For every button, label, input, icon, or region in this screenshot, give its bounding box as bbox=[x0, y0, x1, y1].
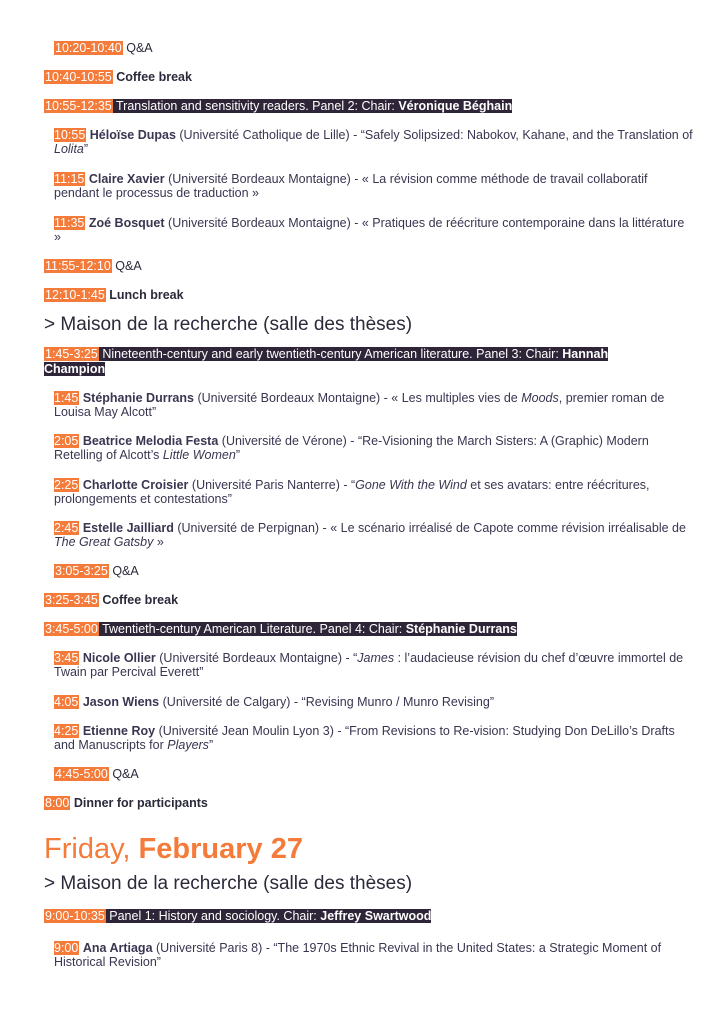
speaker-name: Nicole Ollier bbox=[82, 651, 156, 665]
panel-title: Nineteenth-century and early twentieth-century American literature. Panel 3: Chair: bbox=[102, 347, 559, 361]
day-heading bbox=[44, 833, 303, 865]
session-lunch bbox=[44, 288, 184, 303]
panel-chair: Jeffrey Swartwood bbox=[320, 909, 432, 923]
session-text: Q&A bbox=[115, 259, 142, 273]
time-label: 2:25 bbox=[54, 478, 79, 492]
talk-description: (Université Bordeaux Montaigne) - « Les multiples vies de bbox=[197, 391, 522, 405]
time-label: 3:25-3:45 bbox=[45, 593, 98, 607]
session-qa-1 bbox=[54, 41, 153, 56]
venue-heading: > Maison de la recherche (salle des thèses) bbox=[44, 873, 413, 894]
talk-description: (Université de Vérone) - “Re-Visioning the March Sisters: A (Graphic) Modern Retelling of Alcott’s bbox=[54, 434, 649, 462]
panel-3-header bbox=[44, 347, 644, 377]
panel-title: Panel 1: History and sociology. Chair: bbox=[109, 909, 317, 923]
time-label: 4:45-5:00 bbox=[55, 767, 108, 781]
talk-dupas bbox=[54, 128, 694, 156]
talk-end: » bbox=[153, 535, 164, 549]
work-title: Moods bbox=[521, 391, 559, 405]
talk-description: (Université Paris Nanterre) - “ bbox=[191, 478, 356, 492]
session-text: Q&A bbox=[112, 767, 139, 781]
speaker-name: Jason Wiens bbox=[82, 695, 160, 709]
time-label: 10:55-12:35 bbox=[45, 99, 112, 113]
time-label: 3:45 bbox=[54, 651, 79, 665]
talk-artiaga bbox=[54, 941, 694, 969]
venue-heading: > Maison de la recherche (salle des thèses) bbox=[44, 314, 413, 335]
session-text: Q&A bbox=[112, 564, 139, 578]
talk-festa bbox=[54, 434, 694, 462]
session-text: Dinner for participants bbox=[73, 796, 208, 810]
work-title: Little Women bbox=[162, 448, 236, 462]
talk-end: et ses avatars: entre réécritures, prolongements et contestations” bbox=[54, 478, 650, 506]
session-coffee-1 bbox=[44, 70, 192, 85]
time-label: 3:45-5:00 bbox=[45, 622, 98, 636]
session-dinner bbox=[44, 796, 208, 811]
speaker-name: Estelle Jailliard bbox=[82, 521, 174, 535]
speaker-name: Etienne Roy bbox=[82, 724, 156, 738]
panel-chair: Hannah Champion bbox=[44, 347, 609, 376]
panel-chair: Stéphanie Durrans bbox=[405, 622, 517, 636]
time-label: 10:40-10:55 bbox=[45, 70, 112, 84]
time-label: 11:35 bbox=[54, 216, 85, 230]
session-text: Q&A bbox=[126, 41, 153, 55]
work-title: James bbox=[357, 651, 395, 665]
time-label: 8:00 bbox=[45, 796, 70, 810]
session-coffee-2 bbox=[44, 593, 178, 608]
time-label: 4:25 bbox=[54, 724, 79, 738]
talk-description: (Université Bordeaux Montaigne) - « Pratiques de réécriture contemporaine dans la littérature » bbox=[54, 216, 685, 244]
talk-end: , premier roman de Louisa May Alcott” bbox=[54, 391, 665, 419]
work-title: Gone With the Wind bbox=[355, 478, 467, 492]
speaker-name: Charlotte Croisier bbox=[82, 478, 189, 492]
session-qa-3 bbox=[54, 564, 139, 579]
talk-description: (Université Jean Moulin Lyon 3) - “From Revisions to Re-vision: Studying Don DeLillo’s Drafts and Manuscripts for bbox=[54, 724, 675, 752]
day-weekday: Friday, bbox=[44, 833, 131, 865]
time-label: 3:05-3:25 bbox=[55, 564, 108, 578]
talk-end: ” bbox=[83, 142, 89, 156]
work-title: Lolita bbox=[54, 142, 84, 156]
talk-description: (Université Bordeaux Montaigne) - « La révision comme méthode de travail collaboratif pendant le processus de traduction » bbox=[54, 172, 648, 200]
speaker-name: Beatrice Melodia Festa bbox=[82, 434, 219, 448]
work-title: The Great Gatsby bbox=[54, 535, 154, 549]
talk-wiens bbox=[54, 695, 694, 709]
talk-description: (Université Bordeaux Montaigne) - “ bbox=[159, 651, 358, 665]
time-label: 10:20-10:40 bbox=[55, 41, 122, 55]
talk-xavier bbox=[54, 172, 694, 200]
time-label: 12:10-1:45 bbox=[45, 288, 105, 302]
talk-description: (Université de Calgary) - “Revising Munro / Munro Revising” bbox=[162, 695, 494, 709]
panel-title: Twentieth-century American Literature. Panel 4: Chair: bbox=[102, 622, 403, 636]
talk-ollier bbox=[54, 651, 694, 679]
time-label: 11:15 bbox=[54, 172, 85, 186]
talk-description: (Université de Perpignan) - « Le scénario irréalisé de Capote comme révision irréalisable de bbox=[177, 521, 686, 535]
talk-end: ” bbox=[208, 738, 214, 752]
speaker-name: Claire Xavier bbox=[88, 172, 165, 186]
session-text: Lunch break bbox=[109, 288, 184, 302]
time-label: 1:45 bbox=[54, 391, 79, 405]
time-label: 4:05 bbox=[54, 695, 79, 709]
time-label: 9:00-10:35 bbox=[45, 909, 105, 923]
time-label: 2:45 bbox=[54, 521, 79, 535]
talk-description: (Université Catholique de Lille) - “Safely Solipsized: Nabokov, Kahane, and the Translation of bbox=[179, 128, 693, 142]
speaker-name: Héloïse Dupas bbox=[89, 128, 176, 142]
talk-description: (Université Paris 8) - “The 1970s Ethnic Revival in the United States: a Strategic Moment of Historical Revision” bbox=[54, 941, 662, 969]
day-date: February 27 bbox=[138, 833, 303, 865]
talk-croisier bbox=[54, 478, 694, 506]
time-label: 11:55-12:10 bbox=[45, 259, 111, 273]
panel-2-header bbox=[44, 99, 512, 114]
speaker-name: Zoé Bosquet bbox=[88, 216, 165, 230]
time-label: 2:05 bbox=[54, 434, 79, 448]
talk-jailliard bbox=[54, 521, 694, 549]
session-text: Coffee break bbox=[102, 593, 179, 607]
speaker-name: Ana Artiaga bbox=[82, 941, 153, 955]
session-qa-4 bbox=[54, 767, 139, 782]
session-qa-2 bbox=[44, 259, 142, 274]
time-label: 9:00 bbox=[54, 941, 79, 955]
session-text: Coffee break bbox=[116, 70, 192, 84]
panel-title: Translation and sensitivity readers. Panel 2: Chair: bbox=[115, 99, 395, 113]
panel-1-header bbox=[44, 909, 431, 924]
talk-bosquet bbox=[54, 216, 694, 244]
time-label: 1:45-3:25 bbox=[45, 347, 98, 361]
speaker-name: Stéphanie Durrans bbox=[82, 391, 194, 405]
time-label: 10:55 bbox=[54, 128, 86, 142]
panel-4-header bbox=[44, 622, 517, 637]
talk-durrans bbox=[54, 391, 694, 419]
panel-chair: Véronique Béghain bbox=[398, 99, 513, 113]
work-title: Players bbox=[167, 738, 209, 752]
talk-end: ” bbox=[235, 448, 240, 462]
talk-roy bbox=[54, 724, 694, 752]
talk-end: : l’audacieuse révision du chef d’œuvre immortel de Twain par Percival Everett” bbox=[54, 651, 684, 679]
